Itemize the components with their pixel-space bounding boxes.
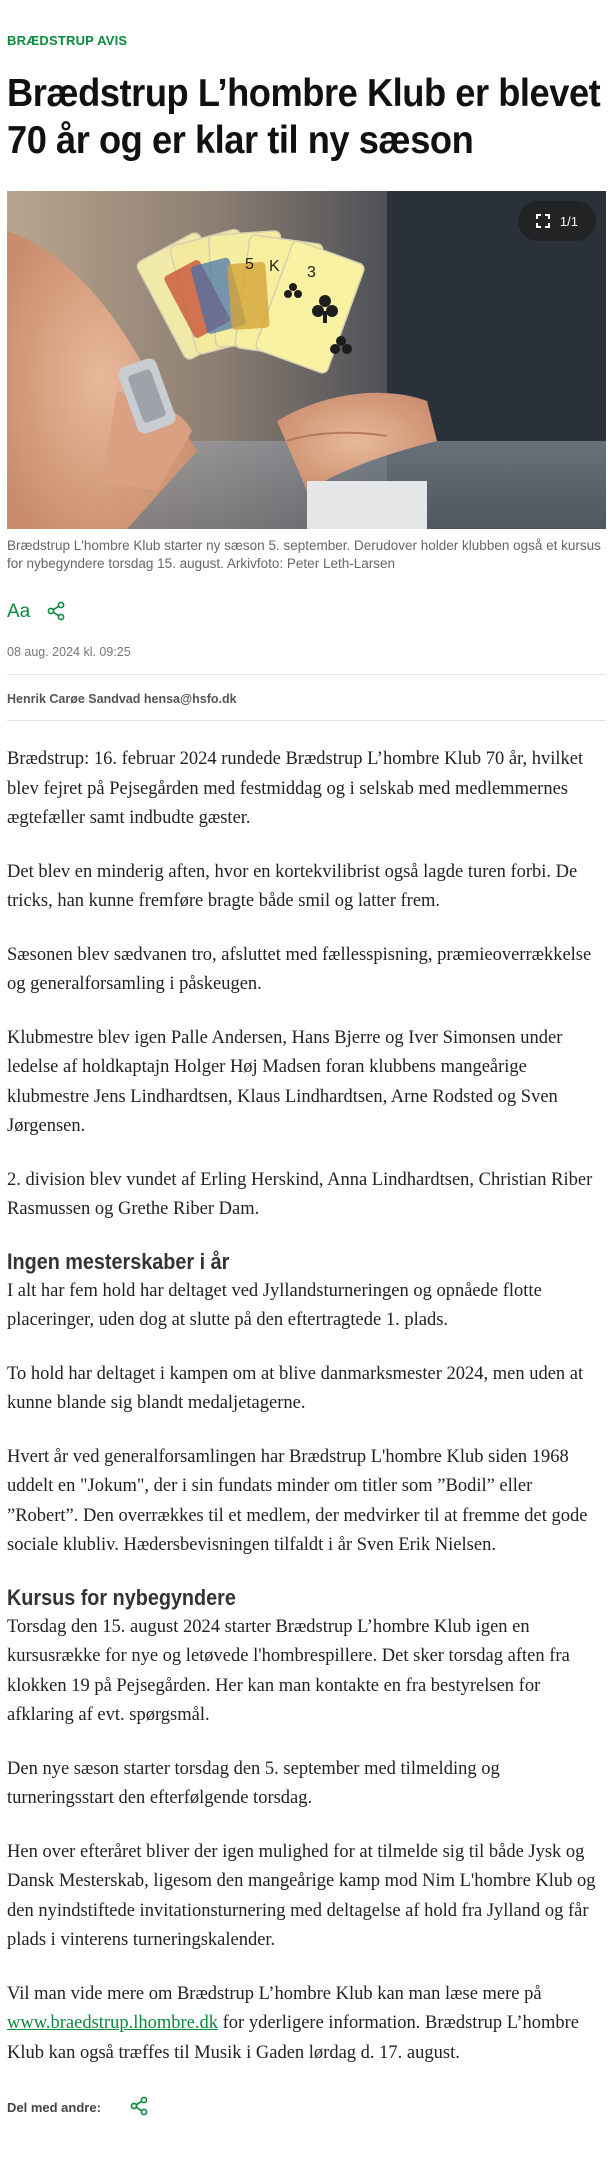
paragraph: Det blev en minderig aften, hvor en kortekvilibrist også lagde turen forbi. De tricks, han kunne fremføre bragte både smil og latter frem.	[7, 861, 578, 911]
divider	[7, 674, 606, 675]
subheading: Ingen mesterskaber i år	[7, 1248, 230, 1274]
share-icon	[129, 2096, 149, 2119]
article-tools	[7, 599, 606, 625]
expand-icon	[536, 214, 550, 228]
paragraph-text: for yderligere information. Brædstrup L’hombre Klub kan også træffes til Musik i Gaden lørdag d. 17. august.	[7, 2013, 580, 2063]
gallery-counter-button[interactable]	[518, 201, 596, 241]
paragraph: Klubmestre blev igen Palle Andersen, Hans Bjerre og Iver Simonsen under ledelse af holdkaptajn Holger Høj Madsen foran klubbens mangeårige klubmestre Jens Lindhardtsen, Klaus Lindhardtsen, Arne Rodsted og Sven Jørgensen.	[7, 1027, 563, 1136]
divider	[7, 720, 606, 721]
paragraph: I alt har fem hold har deltaget ved Jyllandsturneringen og opnåede flotte placeringer, uden dog at slutte på den eftertragtede 1. plads.	[7, 1280, 542, 1330]
svg-text:3: 3	[307, 264, 316, 281]
paragraph: Hvert år ved generalforsamlingen har Brædstrup L'hombre Klub siden 1968 uddelt en "Jokum", der i sin fundats minder om titler som ”Bodil” eller ”Robert”. Den overrækkes til et medlem, der medvirker til at fremme det gode sociale klubliv. Hædersbevisningen tilfaldt i år Sven Erik Nielsen.	[7, 1446, 588, 1555]
svg-text:5: 5	[245, 256, 254, 273]
paragraph: Den nye sæson starter torsdag den 5. september med tilmelding og turneringsstart den efterfølgende torsdag.	[7, 1758, 500, 1808]
share-icon	[46, 601, 66, 624]
paragraph	[7, 1980, 606, 2069]
svg-text:K: K	[269, 258, 280, 275]
author-byline[interactable]: Henrik Carøe Sandvad hensa@hsfo.dk	[7, 692, 237, 706]
club-website-link[interactable]: www.braedstrup.lhombre.dk	[7, 2013, 218, 2033]
playing-cards-photo	[7, 191, 606, 529]
paragraph: 2. division blev vundet af Erling Herskind, Anna Lindhardtsen, Christian Riber Rasmussen og Grethe Riber Dam.	[7, 1169, 593, 1219]
paragraph: Hen over efteråret bliver der igen mulighed for at tilmelde sig til både Jysk og Dansk Mesterskab, ligesom den mangeårige kamp mod Nim L'hombre Klub og den nyindstiftede invitationsturnering med deltagelse af hold fra Jylland og får plads i vinterens turneringskalender.	[7, 1841, 596, 1950]
gallery-count: 1/1	[559, 213, 578, 229]
font-size-button[interactable]: Aa	[7, 601, 31, 622]
headline: Brædstrup L’hombre Klub er blevet 70 år og er klar til ny sæson	[7, 72, 601, 162]
share-button[interactable]	[46, 601, 66, 624]
publish-date: 08 aug. 2024 kl. 09:25	[7, 645, 131, 659]
article-body	[7, 745, 606, 2068]
share-footer	[7, 2092, 606, 2122]
paragraph: Sæsonen blev sædvanen tro, afsluttet med fællesspisning, præmieoverrækkelse og generalforsamling i påskeugen.	[7, 944, 592, 994]
paragraph: Torsdag den 15. august 2024 starter Brædstrup L’hombre Klub igen en kursusrække for nye og letøvede l'hombrespillere. Det sker torsdag aften fra klokken 19 på Pejsegården. Her kan man kontakte en fra bestyrelsen for afklaring af evt. spørgsmål.	[7, 1616, 570, 1725]
subheading: Kursus for nybegyndere	[7, 1584, 236, 1610]
share-footer-label: Del med andre:	[7, 2099, 101, 2115]
section-label[interactable]: BRÆDSTRUP AVIS	[7, 33, 128, 48]
paragraph: To hold har deltaget i kampen om at blive danmarksmester 2024, men uden at kunne blande sig blandt medaljetagerne.	[7, 1363, 584, 1413]
hero-image[interactable]	[7, 191, 606, 529]
paragraph-text: Vil man vide mere om Brædstrup L’hombre Klub kan man læse mere på	[7, 1983, 542, 2004]
footer-share-button[interactable]	[129, 2096, 149, 2119]
image-caption: Brædstrup L'hombre Klub starter ny sæson 5. september. Derudover holder klubben også et kursus for nybegyndere torsdag 15. august. Arkivfoto: Peter Leth-Larsen	[7, 538, 601, 571]
paragraph: Brædstrup: 16. februar 2024 rundede Brædstrup L’hombre Klub 70 år, hvilket blev fejret på Pejsegården med festmiddag og i selskab med medlemmernes ægtefæller samt indbudte gæster.	[7, 749, 584, 828]
